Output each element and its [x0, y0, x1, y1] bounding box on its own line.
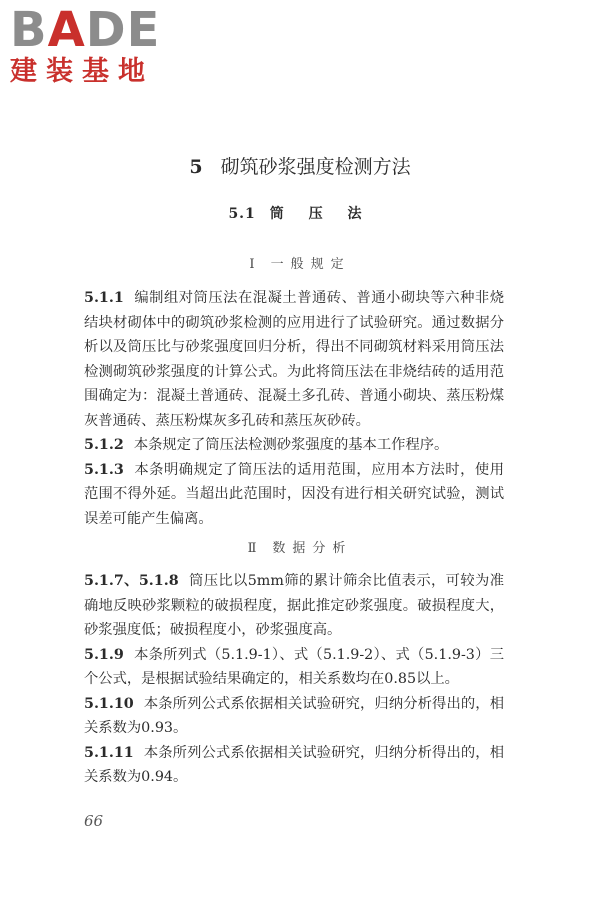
clause-number: 5.1.3	[84, 461, 124, 478]
clause-number: 5.1.1	[84, 290, 124, 306]
logo-letters-de: DE	[85, 2, 161, 58]
clauses-part-1	[84, 286, 504, 531]
page-number: 66	[84, 812, 104, 830]
clause-text: 本条所列公式系依据相关试验研究，归纳分析得出的，相关系数为0.93。	[84, 695, 504, 736]
clause-text: 本条所列式（5.1.9-1）、式（5.1.9-2）、式（5.1.9-3）三个公式，是根据试验结果确定的，相关系数均在0.85以上。	[84, 646, 504, 687]
subsection-heading-general	[0, 253, 600, 272]
chapter-name: 砌筑砂浆强度检测方法	[220, 156, 411, 178]
subsection-name: 一般规定	[270, 257, 351, 272]
clause	[84, 741, 504, 790]
subsection-numeral: Ⅱ	[247, 541, 257, 556]
clause-number: 5.1.10	[84, 695, 134, 712]
logo-subtitle: 建装基地	[10, 56, 154, 87]
subsection-heading-analysis	[0, 537, 600, 556]
clause-number: 5.1.11	[84, 744, 134, 761]
clause-text: 本条所列公式系依据相关试验研究，归纳分析得出的，相关系数为0.94。	[84, 744, 504, 785]
clause	[84, 692, 504, 741]
section-title	[0, 203, 600, 223]
logo-letter-a: A	[47, 2, 86, 58]
clause	[84, 643, 504, 692]
clause	[84, 433, 504, 458]
logo-wordmark	[10, 2, 178, 58]
clause-text: 本条明确规定了筒压法的适用范围，应用本方法时，使用范围不得外延。当超出此范围时，因没有进行相关研究试验，测试误差可能产生偏离。	[84, 461, 504, 527]
subsection-name: 数据分析	[272, 541, 353, 556]
clause-number: 5.1.7、5.1.8	[84, 573, 179, 589]
clause-number: 5.1.9	[84, 646, 124, 663]
clause-text: 筒压比以5mm筛的累计筛余比值表示，可较为准确地反映砂浆颗粒的破损程度，据此推定砂浆强度。破损程度大，砂浆强度低；破损程度小，砂浆强度高。	[84, 573, 504, 638]
section-number: 5.1	[228, 206, 256, 222]
bade-logo	[10, 2, 178, 88]
chapter-number: 5	[189, 156, 203, 178]
clause	[84, 286, 504, 433]
clause	[84, 458, 504, 532]
clause-text: 本条规定了筒压法检测砂浆强度的基本工作程序。	[133, 437, 449, 453]
clause-text: 编制组对筒压法在混凝土普通砖、普通小砌块等六种非烧结块材砌体中的砌筑砂浆检测的应用进行了试验研究。通过数据分析以及筒压比与砂浆强度回归分析，得出不同砌筑材料采用筒压法检测砌筑砂浆强度的计算公式。为此将筒压法在非烧结砖的适用范围确定为：混凝土普通砖、混凝土多孔砖、普通小砌块、蒸压粉煤灰普通砖、蒸压粉煤灰多孔砖和蒸压灰砂砖。	[84, 290, 504, 429]
clauses-part-2	[84, 569, 504, 790]
clause	[84, 569, 504, 643]
logo-letter-b: B	[10, 2, 48, 58]
section-name: 筒 压 法	[269, 206, 372, 222]
subsection-numeral: Ⅰ	[249, 257, 255, 272]
chapter-title	[0, 152, 600, 179]
clause-number: 5.1.2	[84, 437, 124, 453]
